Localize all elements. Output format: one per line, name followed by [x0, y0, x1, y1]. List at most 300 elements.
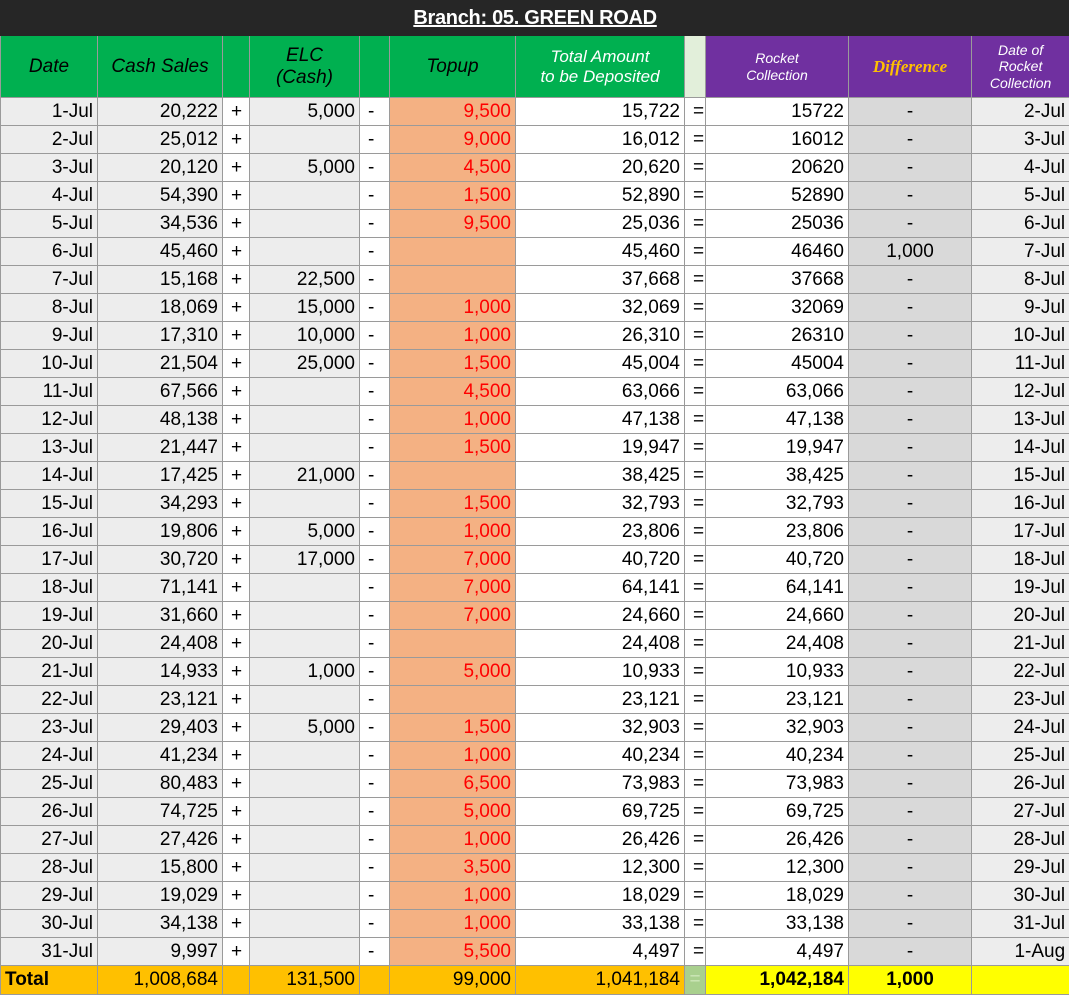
cell-total-deposit[interactable]: 24,660	[516, 602, 685, 630]
cell-date[interactable]: 6-Jul	[1, 238, 98, 266]
cell-difference[interactable]: -	[849, 266, 972, 294]
cell-minus-op[interactable]: -	[360, 882, 390, 910]
total-cash[interactable]: 1,008,684	[98, 966, 223, 995]
cell-date-of-rocket[interactable]: 20-Jul	[972, 602, 1069, 630]
cell-elc[interactable]	[250, 854, 360, 882]
cell-difference[interactable]: -	[849, 938, 972, 966]
cell-plus-op[interactable]: +	[223, 882, 250, 910]
cell-equals-op[interactable]: =	[685, 574, 706, 602]
cell-elc[interactable]: 10,000	[250, 322, 360, 350]
cell-plus-op[interactable]: +	[223, 294, 250, 322]
cell-equals-op[interactable]: =	[685, 154, 706, 182]
cell-cash-sales[interactable]: 67,566	[98, 378, 223, 406]
cell-date-of-rocket[interactable]: 17-Jul	[972, 518, 1069, 546]
cell-cash-sales[interactable]: 25,012	[98, 126, 223, 154]
cell-rocket-collection[interactable]: 52890	[706, 182, 849, 210]
cell-minus-op[interactable]: -	[360, 210, 390, 238]
cell-equals-op[interactable]: =	[685, 602, 706, 630]
cell-cash-sales[interactable]: 17,425	[98, 462, 223, 490]
cell-total-deposit[interactable]: 45,460	[516, 238, 685, 266]
cell-total-deposit[interactable]: 16,012	[516, 126, 685, 154]
cell-equals-op[interactable]: =	[685, 910, 706, 938]
cell-minus-op[interactable]: -	[360, 574, 390, 602]
cell-total-deposit[interactable]: 26,426	[516, 826, 685, 854]
cell-minus-op[interactable]: -	[360, 406, 390, 434]
cell-equals-op[interactable]: =	[685, 770, 706, 798]
cell-minus-op[interactable]: -	[360, 294, 390, 322]
cell-difference[interactable]: -	[849, 462, 972, 490]
cell-date[interactable]: 20-Jul	[1, 630, 98, 658]
cell-total-deposit[interactable]: 73,983	[516, 770, 685, 798]
cell-date[interactable]: 8-Jul	[1, 294, 98, 322]
cell-rocket-collection[interactable]: 12,300	[706, 854, 849, 882]
cell-date[interactable]: 2-Jul	[1, 126, 98, 154]
cell-topup[interactable]: 1,000	[390, 322, 516, 350]
cell-date-of-rocket[interactable]: 28-Jul	[972, 826, 1069, 854]
cell-date-of-rocket[interactable]: 26-Jul	[972, 770, 1069, 798]
cell-rocket-collection[interactable]: 26310	[706, 322, 849, 350]
cell-elc[interactable]: 21,000	[250, 462, 360, 490]
cell-equals-op[interactable]: =	[685, 798, 706, 826]
cell-date-of-rocket[interactable]: 15-Jul	[972, 462, 1069, 490]
cell-cash-sales[interactable]: 27,426	[98, 826, 223, 854]
cell-minus-op[interactable]: -	[360, 686, 390, 714]
cell-elc[interactable]	[250, 938, 360, 966]
cell-plus-op[interactable]: +	[223, 490, 250, 518]
cell-difference[interactable]: -	[849, 126, 972, 154]
total-elc[interactable]: 131,500	[250, 966, 360, 995]
cell-topup[interactable]: 7,000	[390, 602, 516, 630]
cell-total-deposit[interactable]: 26,310	[516, 322, 685, 350]
cell-elc[interactable]: 17,000	[250, 546, 360, 574]
cell-plus-op[interactable]: +	[223, 686, 250, 714]
cell-minus-op[interactable]: -	[360, 266, 390, 294]
cell-equals-op[interactable]: =	[685, 630, 706, 658]
header-difference[interactable]: Difference	[849, 36, 972, 98]
cell-date[interactable]: 23-Jul	[1, 714, 98, 742]
cell-cash-sales[interactable]: 34,138	[98, 910, 223, 938]
cell-cash-sales[interactable]: 71,141	[98, 574, 223, 602]
cell-rocket-collection[interactable]: 37668	[706, 266, 849, 294]
cell-difference[interactable]: -	[849, 350, 972, 378]
header-minus-op[interactable]	[360, 36, 390, 98]
cell-plus-op[interactable]: +	[223, 462, 250, 490]
cell-minus-op[interactable]: -	[360, 462, 390, 490]
cell-plus-op[interactable]: +	[223, 406, 250, 434]
cell-rocket-collection[interactable]: 23,806	[706, 518, 849, 546]
cell-topup[interactable]: 1,000	[390, 406, 516, 434]
cell-rocket-collection[interactable]: 24,660	[706, 602, 849, 630]
cell-rocket-collection[interactable]: 24,408	[706, 630, 849, 658]
cell-cash-sales[interactable]: 19,029	[98, 882, 223, 910]
cell-date[interactable]: 11-Jul	[1, 378, 98, 406]
cell-equals-op[interactable]: =	[685, 854, 706, 882]
cell-cash-sales[interactable]: 9,997	[98, 938, 223, 966]
cell-date[interactable]: 29-Jul	[1, 882, 98, 910]
cell-difference[interactable]: -	[849, 602, 972, 630]
total-topup[interactable]: 99,000	[390, 966, 516, 995]
cell-elc[interactable]: 25,000	[250, 350, 360, 378]
cell-date[interactable]: 5-Jul	[1, 210, 98, 238]
cell-total-deposit[interactable]: 64,141	[516, 574, 685, 602]
cell-elc[interactable]	[250, 210, 360, 238]
cell-rocket-collection[interactable]: 32,903	[706, 714, 849, 742]
cell-plus-op[interactable]: +	[223, 798, 250, 826]
cell-elc[interactable]	[250, 434, 360, 462]
cell-difference[interactable]: -	[849, 210, 972, 238]
cell-difference[interactable]: -	[849, 910, 972, 938]
cell-minus-op[interactable]: -	[360, 490, 390, 518]
cell-total-deposit[interactable]: 4,497	[516, 938, 685, 966]
cell-date-of-rocket[interactable]: 16-Jul	[972, 490, 1069, 518]
cell-rocket-collection[interactable]: 69,725	[706, 798, 849, 826]
cell-total-deposit[interactable]: 23,806	[516, 518, 685, 546]
cell-equals-op[interactable]: =	[685, 938, 706, 966]
cell-total-deposit[interactable]: 40,234	[516, 742, 685, 770]
cell-date[interactable]: 27-Jul	[1, 826, 98, 854]
cell-topup[interactable]: 7,000	[390, 574, 516, 602]
cell-total-deposit[interactable]: 15,722	[516, 98, 685, 126]
cell-rocket-collection[interactable]: 32,793	[706, 490, 849, 518]
cell-equals-op[interactable]: =	[685, 294, 706, 322]
cell-difference[interactable]: -	[849, 378, 972, 406]
cell-cash-sales[interactable]: 15,168	[98, 266, 223, 294]
cell-elc[interactable]	[250, 378, 360, 406]
cell-elc[interactable]: 5,000	[250, 518, 360, 546]
cell-rocket-collection[interactable]: 64,141	[706, 574, 849, 602]
cell-rocket-collection[interactable]: 23,121	[706, 686, 849, 714]
cell-date-of-rocket[interactable]: 9-Jul	[972, 294, 1069, 322]
cell-rocket-collection[interactable]: 46460	[706, 238, 849, 266]
cell-plus-op[interactable]: +	[223, 854, 250, 882]
cell-total-deposit[interactable]: 23,121	[516, 686, 685, 714]
sheet-title-cell[interactable]	[1, 1, 1069, 36]
cell-date-of-rocket[interactable]: 2-Jul	[972, 98, 1069, 126]
cell-plus-op[interactable]: +	[223, 826, 250, 854]
total-difference[interactable]: 1,000	[849, 966, 972, 995]
cell-date[interactable]: 25-Jul	[1, 770, 98, 798]
cell-rocket-collection[interactable]: 40,234	[706, 742, 849, 770]
cell-total-deposit[interactable]: 38,425	[516, 462, 685, 490]
cell-equals-op[interactable]: =	[685, 882, 706, 910]
cell-date-of-rocket[interactable]: 29-Jul	[972, 854, 1069, 882]
cell-topup[interactable]: 3,500	[390, 854, 516, 882]
cell-difference[interactable]: -	[849, 490, 972, 518]
cell-date-of-rocket[interactable]: 19-Jul	[972, 574, 1069, 602]
cell-elc[interactable]	[250, 686, 360, 714]
cell-elc[interactable]: 5,000	[250, 98, 360, 126]
cell-rocket-collection[interactable]: 25036	[706, 210, 849, 238]
cell-rocket-collection[interactable]: 18,029	[706, 882, 849, 910]
cell-rocket-collection[interactable]: 63,066	[706, 378, 849, 406]
cell-total-deposit[interactable]: 25,036	[516, 210, 685, 238]
cell-elc[interactable]	[250, 882, 360, 910]
cell-difference[interactable]: -	[849, 98, 972, 126]
cell-difference[interactable]: -	[849, 406, 972, 434]
cell-cash-sales[interactable]: 80,483	[98, 770, 223, 798]
cell-elc[interactable]	[250, 126, 360, 154]
cell-topup[interactable]	[390, 462, 516, 490]
cell-cash-sales[interactable]: 18,069	[98, 294, 223, 322]
cell-cash-sales[interactable]: 23,121	[98, 686, 223, 714]
cell-date[interactable]: 28-Jul	[1, 854, 98, 882]
cell-topup[interactable]	[390, 630, 516, 658]
cell-total-deposit[interactable]: 33,138	[516, 910, 685, 938]
cell-rocket-collection[interactable]: 33,138	[706, 910, 849, 938]
cell-plus-op[interactable]: +	[223, 154, 250, 182]
cell-topup[interactable]: 1,000	[390, 742, 516, 770]
cell-elc[interactable]	[250, 490, 360, 518]
cell-difference[interactable]: -	[849, 826, 972, 854]
total-plus-op[interactable]	[223, 966, 250, 995]
cell-total-deposit[interactable]: 69,725	[516, 798, 685, 826]
cell-plus-op[interactable]: +	[223, 210, 250, 238]
cell-minus-op[interactable]: -	[360, 938, 390, 966]
cell-elc[interactable]: 22,500	[250, 266, 360, 294]
cell-topup[interactable]: 1,500	[390, 490, 516, 518]
cell-date-of-rocket[interactable]: 5-Jul	[972, 182, 1069, 210]
cell-elc[interactable]: 15,000	[250, 294, 360, 322]
cell-minus-op[interactable]: -	[360, 826, 390, 854]
cell-minus-op[interactable]: -	[360, 742, 390, 770]
cell-equals-op[interactable]: =	[685, 714, 706, 742]
cell-topup[interactable]: 5,000	[390, 658, 516, 686]
cell-minus-op[interactable]: -	[360, 518, 390, 546]
cell-equals-op[interactable]: =	[685, 210, 706, 238]
cell-plus-op[interactable]: +	[223, 770, 250, 798]
cell-rocket-collection[interactable]: 45004	[706, 350, 849, 378]
cell-date[interactable]: 7-Jul	[1, 266, 98, 294]
cell-equals-op[interactable]: =	[685, 686, 706, 714]
cell-equals-op[interactable]: =	[685, 350, 706, 378]
cell-total-deposit[interactable]: 32,903	[516, 714, 685, 742]
cell-topup[interactable]	[390, 686, 516, 714]
header-plus-op[interactable]	[223, 36, 250, 98]
cell-difference[interactable]: -	[849, 742, 972, 770]
total-deposit[interactable]: 1,041,184	[516, 966, 685, 995]
cell-equals-op[interactable]: =	[685, 742, 706, 770]
cell-rocket-collection[interactable]: 10,933	[706, 658, 849, 686]
cell-total-deposit[interactable]: 52,890	[516, 182, 685, 210]
cell-difference[interactable]: -	[849, 686, 972, 714]
cell-total-deposit[interactable]: 37,668	[516, 266, 685, 294]
cell-topup[interactable]: 1,500	[390, 182, 516, 210]
cell-date[interactable]: 24-Jul	[1, 742, 98, 770]
cell-minus-op[interactable]: -	[360, 126, 390, 154]
cell-cash-sales[interactable]: 15,800	[98, 854, 223, 882]
cell-total-deposit[interactable]: 63,066	[516, 378, 685, 406]
cell-topup[interactable]: 1,000	[390, 910, 516, 938]
cell-date[interactable]: 17-Jul	[1, 546, 98, 574]
cell-plus-op[interactable]: +	[223, 266, 250, 294]
cell-plus-op[interactable]: +	[223, 658, 250, 686]
cell-difference[interactable]: -	[849, 574, 972, 602]
cell-date-of-rocket[interactable]: 30-Jul	[972, 882, 1069, 910]
cell-minus-op[interactable]: -	[360, 770, 390, 798]
cell-minus-op[interactable]: -	[360, 658, 390, 686]
cell-date-of-rocket[interactable]: 14-Jul	[972, 434, 1069, 462]
cell-total-deposit[interactable]: 47,138	[516, 406, 685, 434]
cell-elc[interactable]	[250, 770, 360, 798]
cell-rocket-collection[interactable]: 73,983	[706, 770, 849, 798]
cell-topup[interactable]: 7,000	[390, 546, 516, 574]
cell-cash-sales[interactable]: 14,933	[98, 658, 223, 686]
cell-plus-op[interactable]: +	[223, 938, 250, 966]
cell-topup[interactable]: 1,500	[390, 434, 516, 462]
cell-topup[interactable]: 1,000	[390, 882, 516, 910]
cell-date[interactable]: 21-Jul	[1, 658, 98, 686]
cell-total-deposit[interactable]: 32,793	[516, 490, 685, 518]
cell-total-deposit[interactable]: 19,947	[516, 434, 685, 462]
cell-equals-op[interactable]: =	[685, 546, 706, 574]
cell-date[interactable]: 13-Jul	[1, 434, 98, 462]
cell-difference[interactable]: -	[849, 294, 972, 322]
cell-elc[interactable]	[250, 238, 360, 266]
cell-plus-op[interactable]: +	[223, 378, 250, 406]
cell-date-of-rocket[interactable]: 11-Jul	[972, 350, 1069, 378]
cell-minus-op[interactable]: -	[360, 322, 390, 350]
cell-date-of-rocket[interactable]: 10-Jul	[972, 322, 1069, 350]
cell-topup[interactable]: 9,500	[390, 210, 516, 238]
cell-cash-sales[interactable]: 30,720	[98, 546, 223, 574]
cell-rocket-collection[interactable]: 47,138	[706, 406, 849, 434]
cell-date[interactable]: 1-Jul	[1, 98, 98, 126]
cell-date[interactable]: 10-Jul	[1, 350, 98, 378]
cell-elc[interactable]: 5,000	[250, 154, 360, 182]
cell-plus-op[interactable]: +	[223, 350, 250, 378]
cell-date[interactable]: 26-Jul	[1, 798, 98, 826]
cell-minus-op[interactable]: -	[360, 630, 390, 658]
cell-equals-op[interactable]: =	[685, 238, 706, 266]
cell-date[interactable]: 18-Jul	[1, 574, 98, 602]
cell-topup[interactable]: 1,500	[390, 350, 516, 378]
cell-cash-sales[interactable]: 74,725	[98, 798, 223, 826]
cell-elc[interactable]	[250, 602, 360, 630]
cell-date-of-rocket[interactable]: 12-Jul	[972, 378, 1069, 406]
cell-total-deposit[interactable]: 40,720	[516, 546, 685, 574]
cell-total-deposit[interactable]: 12,300	[516, 854, 685, 882]
cell-difference[interactable]: -	[849, 658, 972, 686]
cell-difference[interactable]: -	[849, 434, 972, 462]
cell-rocket-collection[interactable]: 38,425	[706, 462, 849, 490]
cell-date-of-rocket[interactable]: 8-Jul	[972, 266, 1069, 294]
cell-plus-op[interactable]: +	[223, 126, 250, 154]
cell-equals-op[interactable]: =	[685, 266, 706, 294]
cell-date[interactable]: 14-Jul	[1, 462, 98, 490]
cell-date[interactable]: 3-Jul	[1, 154, 98, 182]
cell-elc[interactable]: 5,000	[250, 714, 360, 742]
cell-cash-sales[interactable]: 41,234	[98, 742, 223, 770]
cell-cash-sales[interactable]: 54,390	[98, 182, 223, 210]
cell-date[interactable]: 15-Jul	[1, 490, 98, 518]
cell-date-of-rocket[interactable]: 22-Jul	[972, 658, 1069, 686]
cell-equals-op[interactable]: =	[685, 826, 706, 854]
cell-plus-op[interactable]: +	[223, 714, 250, 742]
cell-minus-op[interactable]: -	[360, 714, 390, 742]
cell-date-of-rocket[interactable]: 25-Jul	[972, 742, 1069, 770]
cell-cash-sales[interactable]: 45,460	[98, 238, 223, 266]
cell-elc[interactable]	[250, 406, 360, 434]
total-equals-op[interactable]: =	[685, 966, 706, 995]
cell-date-of-rocket[interactable]: 1-Aug	[972, 938, 1069, 966]
header-rocket-collection[interactable]	[706, 36, 849, 98]
cell-plus-op[interactable]: +	[223, 602, 250, 630]
cell-minus-op[interactable]: -	[360, 182, 390, 210]
cell-date-of-rocket[interactable]: 23-Jul	[972, 686, 1069, 714]
cell-elc[interactable]: 1,000	[250, 658, 360, 686]
cell-equals-op[interactable]: =	[685, 322, 706, 350]
cell-date-of-rocket[interactable]: 31-Jul	[972, 910, 1069, 938]
cell-minus-op[interactable]: -	[360, 238, 390, 266]
cell-difference[interactable]: -	[849, 182, 972, 210]
cell-minus-op[interactable]: -	[360, 154, 390, 182]
header-cash-sales[interactable]: Cash Sales	[98, 36, 223, 98]
cell-equals-op[interactable]: =	[685, 518, 706, 546]
cell-cash-sales[interactable]: 21,447	[98, 434, 223, 462]
cell-plus-op[interactable]: +	[223, 238, 250, 266]
cell-topup[interactable]: 4,500	[390, 154, 516, 182]
cell-difference[interactable]: -	[849, 882, 972, 910]
cell-minus-op[interactable]: -	[360, 378, 390, 406]
header-topup[interactable]: Topup	[390, 36, 516, 98]
cell-date-of-rocket[interactable]: 21-Jul	[972, 630, 1069, 658]
cell-topup[interactable]: 1,000	[390, 518, 516, 546]
cell-topup[interactable]: 6,500	[390, 770, 516, 798]
cell-plus-op[interactable]: +	[223, 630, 250, 658]
cell-plus-op[interactable]: +	[223, 182, 250, 210]
cell-rocket-collection[interactable]: 20620	[706, 154, 849, 182]
cell-plus-op[interactable]: +	[223, 434, 250, 462]
cell-rocket-collection[interactable]: 4,497	[706, 938, 849, 966]
cell-plus-op[interactable]: +	[223, 910, 250, 938]
cell-elc[interactable]	[250, 630, 360, 658]
cell-equals-op[interactable]: =	[685, 406, 706, 434]
cell-date-of-rocket[interactable]: 24-Jul	[972, 714, 1069, 742]
cell-date[interactable]: 19-Jul	[1, 602, 98, 630]
cell-difference[interactable]: -	[849, 854, 972, 882]
cell-rocket-collection[interactable]: 16012	[706, 126, 849, 154]
cell-topup[interactable]: 9,500	[390, 98, 516, 126]
cell-total-deposit[interactable]: 32,069	[516, 294, 685, 322]
cell-elc[interactable]	[250, 798, 360, 826]
total-label[interactable]: Total	[1, 966, 98, 995]
cell-plus-op[interactable]: +	[223, 546, 250, 574]
cell-rocket-collection[interactable]: 32069	[706, 294, 849, 322]
cell-date[interactable]: 16-Jul	[1, 518, 98, 546]
cell-date-of-rocket[interactable]: 6-Jul	[972, 210, 1069, 238]
header-total-deposit[interactable]	[516, 36, 685, 98]
cell-plus-op[interactable]: +	[223, 574, 250, 602]
cell-elc[interactable]	[250, 910, 360, 938]
cell-equals-op[interactable]: =	[685, 490, 706, 518]
cell-date[interactable]: 4-Jul	[1, 182, 98, 210]
cell-total-deposit[interactable]: 45,004	[516, 350, 685, 378]
header-equals-op[interactable]	[685, 36, 706, 98]
cell-minus-op[interactable]: -	[360, 798, 390, 826]
cell-minus-op[interactable]: -	[360, 854, 390, 882]
cell-date-of-rocket[interactable]: 13-Jul	[972, 406, 1069, 434]
cell-equals-op[interactable]: =	[685, 462, 706, 490]
cell-difference[interactable]: 1,000	[849, 238, 972, 266]
cell-cash-sales[interactable]: 20,120	[98, 154, 223, 182]
cell-cash-sales[interactable]: 29,403	[98, 714, 223, 742]
cell-cash-sales[interactable]: 34,293	[98, 490, 223, 518]
cell-cash-sales[interactable]: 17,310	[98, 322, 223, 350]
cell-difference[interactable]: -	[849, 546, 972, 574]
cell-difference[interactable]: -	[849, 714, 972, 742]
cell-minus-op[interactable]: -	[360, 602, 390, 630]
cell-equals-op[interactable]: =	[685, 434, 706, 462]
